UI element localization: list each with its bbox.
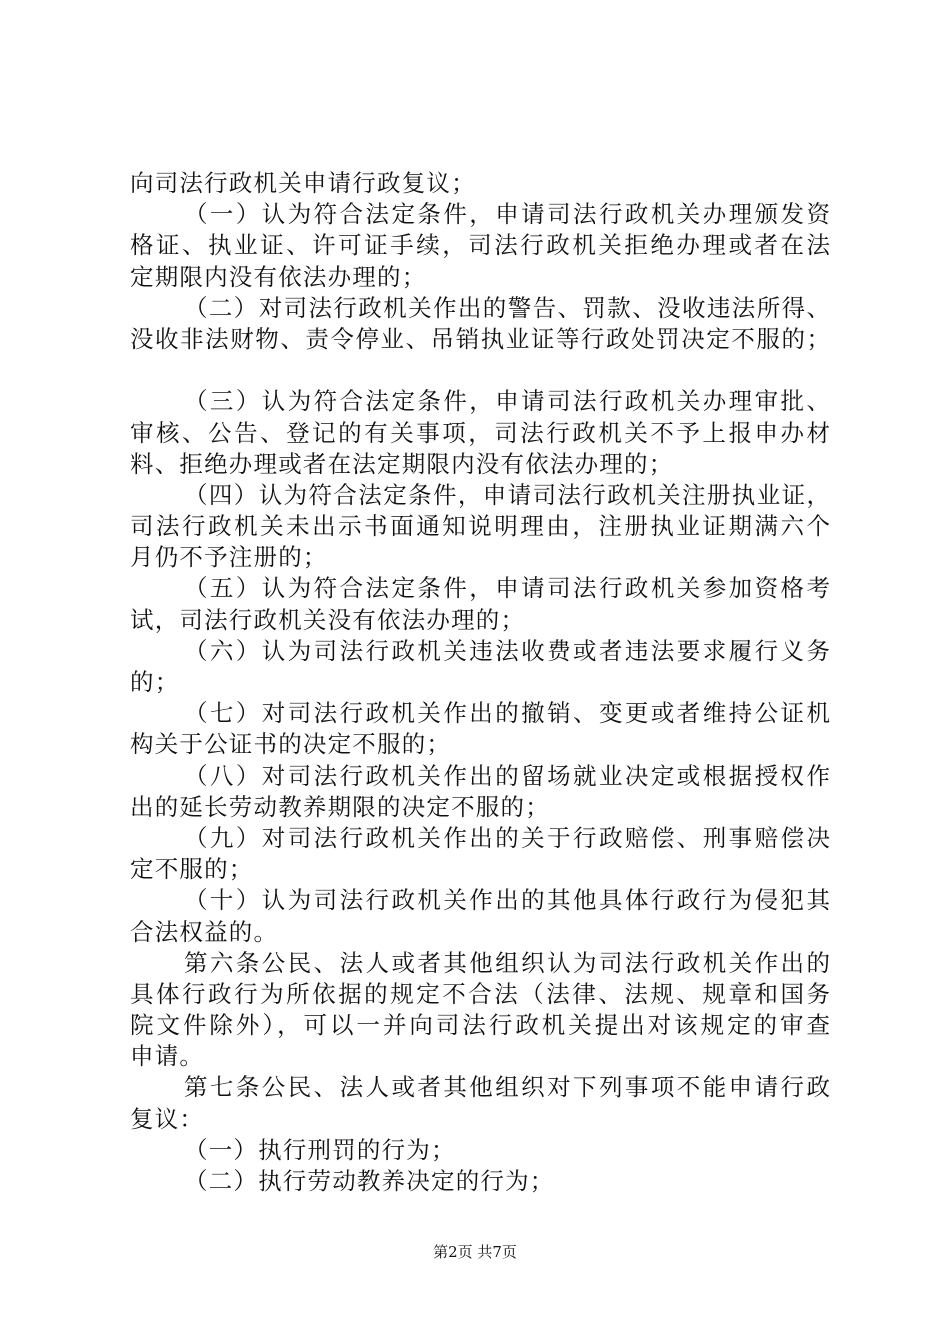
document-line: 向司法行政机关申请行政复议； (130, 169, 476, 197)
document-line: 审核、公告、登记的有关事项，司法行政机关不予上报申办材 (130, 418, 830, 447)
document-line: 出的延长劳动教养期限的决定不服的； (130, 792, 550, 821)
document-line: （三）认为符合法定条件，申请司法行政机关办理审批、 (184, 387, 830, 416)
document-line: （十）认为司法行政机关作出的其他具体行政行为侵犯其 (184, 886, 830, 915)
document-line: 第七条公民、法人或者其他组织对下列事项不能申请行政 (184, 1073, 830, 1102)
document-line: （七）对司法行政机关作出的撤销、变更或者维持公证机 (184, 699, 830, 728)
page-footer: 第2页 共7页 (433, 1243, 517, 1261)
document-line: 月仍不予注册的； (130, 543, 328, 572)
document-line: （八）对司法行政机关作出的留场就业决定或根据授权作 (184, 761, 830, 790)
document-line: 第六条公民、法人或者其他组织认为司法行政机关作出的 (184, 948, 830, 977)
document-line: （一）认为符合法定条件，申请司法行政机关办理颁发资 (184, 200, 830, 229)
document-line: 构关于公证书的决定不服的； (130, 730, 452, 759)
document-line: 的； (130, 668, 180, 696)
document-line: 定期限内没有依法办理的； (130, 262, 427, 291)
document-line: 定不服的； (130, 855, 254, 884)
document-line: 没收非法财物、责令停业、吊销执业证等行政处罚决定不服的； (130, 324, 830, 353)
document-line: （五）认为符合法定条件，申请司法行政机关参加资格考 (184, 574, 830, 603)
document-line: （九）对司法行政机关作出的关于行政赔偿、刑事赔偿决 (184, 823, 830, 852)
document-line: 料、拒绝办理或者在法定期限内没有依法办理的； (130, 449, 674, 478)
document-line: 院文件除外），可以一并向司法行政机关提出对该规定的审查 (130, 1011, 830, 1040)
document-line: 复议： (130, 1104, 205, 1133)
document-line: 具体行政行为所依据的规定不合法（法律、法规、规章和国务 (130, 979, 830, 1008)
document-line: （一）执行刑罚的行为； (184, 1135, 456, 1164)
document-line: （二）执行劳动教养决定的行为； (184, 1167, 555, 1195)
document-line: 申请。 (130, 1042, 205, 1071)
document-line: 司法行政机关未出示书面通知说明理由，注册执业证期满六个 (130, 512, 830, 541)
document-line: 格证、执业证、许可证手续，司法行政机关拒绝办理或者在法 (130, 231, 830, 260)
document-line: （四）认为符合法定条件，申请司法行政机关注册执业证， (184, 480, 830, 509)
document-line: 试，司法行政机关没有依法办理的； (130, 605, 526, 634)
document-line: 合法权益的。 (130, 917, 279, 946)
document-line: （六）认为司法行政机关违法收费或者违法要求履行义务 (184, 636, 830, 665)
document-body (130, 168, 830, 1197)
document-line: （二）对司法行政机关作出的警告、罚款、没收违法所得、 (184, 293, 830, 322)
blank-line (130, 355, 830, 386)
